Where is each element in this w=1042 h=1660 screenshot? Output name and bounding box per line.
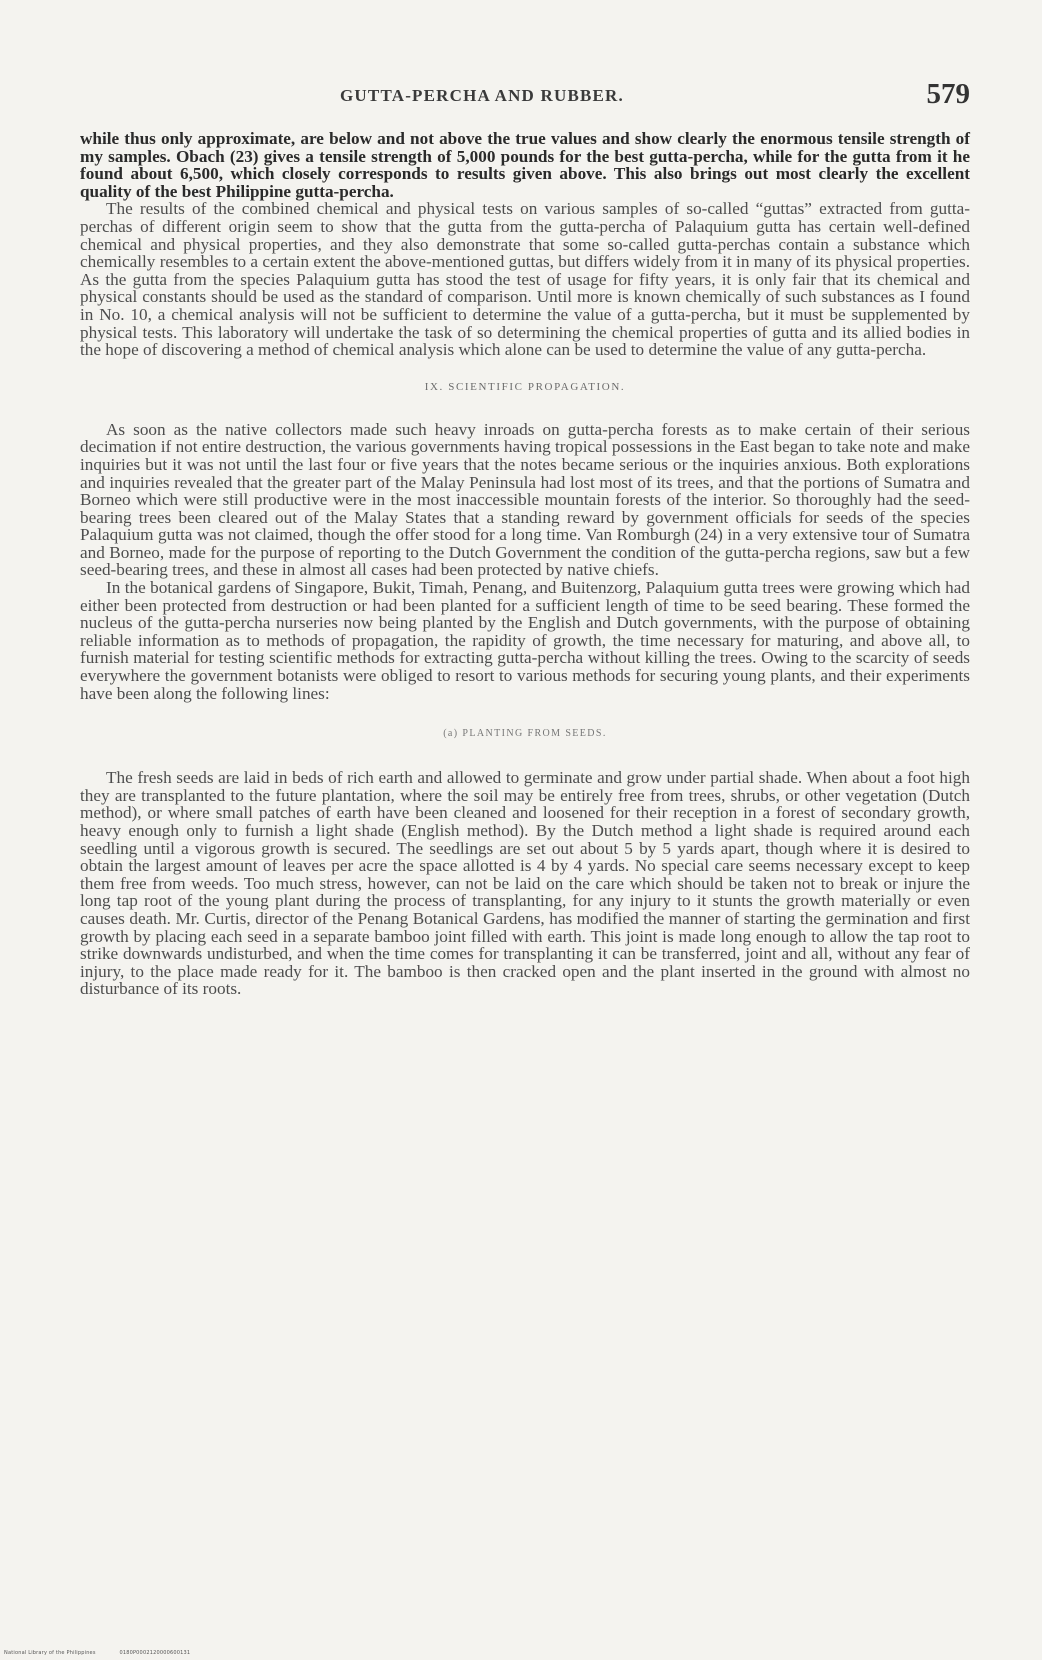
footer-library: National Library of the Philippines: [4, 1650, 96, 1656]
running-title: GUTTA-PERCHA AND RUBBER.: [340, 86, 624, 105]
running-head: [80, 78, 970, 118]
footer-code: 0180P0002120000600131: [119, 1650, 191, 1656]
page-number: 579: [926, 78, 970, 110]
section-heading: IX. SCIENTIFIC PROPAGATION.: [424, 380, 626, 393]
document-page: [80, 78, 970, 998]
subsection-heading: (a) PLANTING FROM SEEDS.: [443, 728, 607, 740]
paragraph-results-combined-tests: The results of the combined chemical and physical tests on various samples of so-called “guttas” extracted from gutta-perchas of different origin seem to show that the gutta from the gutta-percha of Palaquium gutta has certain well-defined chemical and physical properties, and they also demonstrate that some so-called gutta-perchas contain a substance which chemically resembles to a certain extent the above-mentioned guttas, but differs widely from it in many of its physical properties. As the gutta from the species Palaquium gutta has stood the test of usage for fifty years, it is only fair that its chemical and physical constants should be used as the standard of comparison. Until more is known chemically of such substances as I found in No. 10, a chemical analysis will not be sufficient to determine the value of a gutta-percha, but it must be supplemented by physical tests. This laboratory will undertake the task of so determining the chemical properties of gutta and its allied bodies in the hope of discovering a method of chemical analysis which alone can be used to determine the value of any gutta-percha.: [80, 199, 970, 360]
paragraph-planting-from-seeds: The fresh seeds are laid in beds of rich earth and allowed to germinate and grow under partial shade. When about a foot high they are transplanted to the future plantation, where the soil may be entirely free from trees, shrubs, or other vegetation (Dutch method), or where small patches of earth have been cleaned and loosened for their reception in a forest of secondary growth, heavy enough only to furnish a light shade (English method). By the Dutch method a light shade is required around each seedling until a vigorous growth is secured. The seedlings are set out about 5 by 5 yards apart, though where it is desired to obtain the largest amount of leaves per acre the space allotted is 4 by 4 yards. No special care seems necessary except to keep them free from weeds. Too much stress, however, can not be laid on the care which should be taken not to break or injure the long tap root of the young plant during the process of transplanting, for any injury to it stunts the growth materially or even causes death. Mr. Curtis, director of the Penang Botanical Gardens, has modified the manner of starting the germination and first growth by placing each seed in a separate bamboo joint filled with earth. This joint is made long enough to allow the tap root to strike downwards undisturbed, and when the time comes for transplanting it can be transferred, joint and all, without any fear of injury, to the place made ready for it. The bamboo is then cracked open and the plant inserted in the ground with almost no disturbance of its roots.: [80, 768, 970, 999]
paragraph-tensile-strength: while thus only approximate, are below and not above the true values and show clearly the enormous tensile strength of my samples. Obach (23) gives a tensile strength of 5,000 pounds for the best gutta-percha, while for the gutta from it he found about 6,500, which closely corresponds to results given above. This also brings out most clearly the excellent quality of the best Philippine gutta-percha.: [80, 129, 970, 201]
paragraph-native-collectors: As soon as the native collectors made such heavy inroads on gutta-percha forests as to make certain of their serious decimation if not entire destruction, the various governments having tropical possessions in the East began to take note and make inquiries but it was not until the last four or five years that the notes became serious or the inquiries anxious. Both explorations and inquiries revealed that the greater part of the Malay Peninsula had lost most of its trees, and that the portions of Sumatra and Borneo which were still productive were in the most inaccessible mountain forests of the interior. So thoroughly had the seed-bearing trees been cleared out of the Malay States that a standing reward by government officials for seeds of the species Palaquium gutta was not claimed, though the offer stood for a long time. Van Romburgh (24) in a very extensive tour of Sumatra and Borneo, made for the purpose of reporting to the Dutch Government the condition of the gutta-percha regions, saw but a few seed-bearing trees, and these in almost all cases had been protected by native chiefs.: [80, 419, 970, 580]
scan-footer: [4, 1650, 212, 1656]
paragraph-botanical-gardens: In the botanical gardens of Singapore, Bukit, Timah, Penang, and Buitenzorg, Palaquium gutta trees were growing which had either been protected from destruction or had been planted for a sufficient length of time to be seed bearing. These formed the nucleus of the gutta-percha nurseries now being planted by the English and Dutch governments, with the purpose of obtaining reliable information as to methods of propagation, the rapidity of growth, the time necessary for maturing, and above all, to furnish material for testing scientific methods for extracting gutta-percha without killing the trees. Owing to the scarcity of seeds everywhere the government botanists were obliged to resort to various methods for securing young plants, and their experiments have been along the following lines:: [80, 578, 970, 703]
